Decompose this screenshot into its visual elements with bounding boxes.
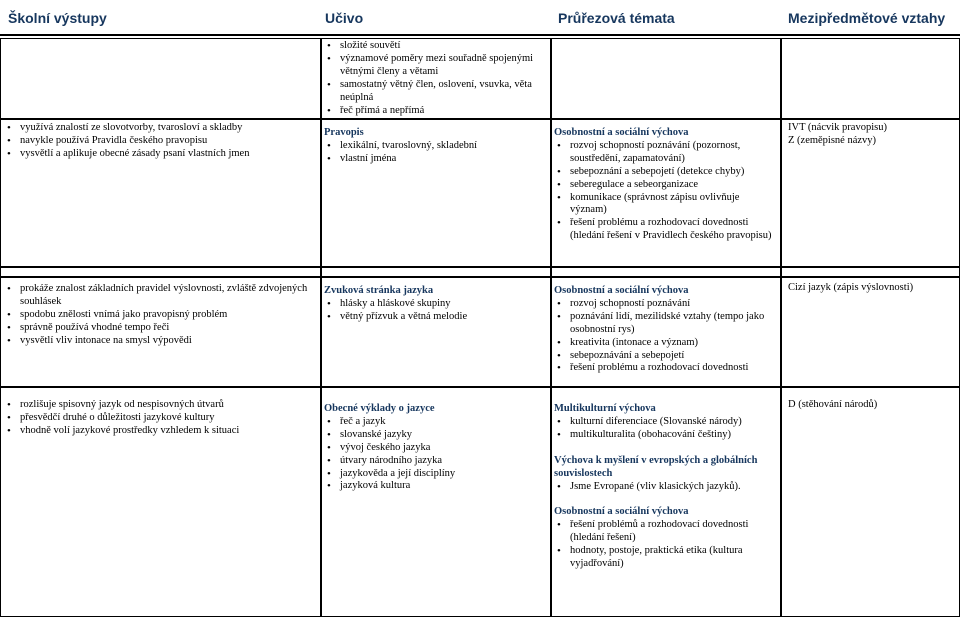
row3-outputs-cell [0,386,322,617]
header-themes: Průřezová témata [558,10,675,26]
list-item: • rozlišuje spisovný jazyk od nespisovných útvarů [4,399,318,412]
table-header [0,0,960,38]
top-subject-list [324,40,548,117]
list-item: • útvary národního jazyka [324,455,548,468]
header-outputs: Školní výstupy [8,10,107,26]
row2-subject-cell [320,276,552,388]
list-item: • využívá znalostí ze slovotvorby, tvarosloví a skladby [4,122,318,135]
list-item: • vlastní jména [324,153,548,166]
list-item: • seberegulace a sebeorganizace [554,179,778,192]
row1-subject-cell [320,118,552,268]
row3-themes-cell [550,386,782,617]
list-item: • významové poměry mezi souřadně spojenými větnými členy a větami [324,53,548,79]
list-item: • řešení problémů a rozhodovací dovednosti (hledání řešení) [554,519,778,545]
row1-themes-cell [550,118,782,268]
list-item: • multikulturalita (obohacování češtiny) [554,429,778,442]
list-item: • samostatný větný člen, oslovení, vsuvka, věta neúplná [324,79,548,105]
list-item: • kreativita (intonace a význam) [554,337,778,350]
list-item: • Jsme Evropané (vliv klasických jazyků). [554,481,778,494]
list-item: • vhodně volí jazykové prostředky vzhledem k situaci [4,425,318,438]
list-item: • rozvoj schopností poznávání [554,298,778,311]
list-item: • řeč přímá a nepřímá [324,105,548,118]
header-divider [0,34,960,36]
list-item: • jazykověda a její disciplíny [324,468,548,481]
row2-outputs-cell [0,276,322,388]
themes-title: Osobnostní a sociální výchova [554,127,689,138]
subject-title: Zvuková stránka jazyka [324,285,434,296]
list-item: • navykle používá Pravidla českého pravopisu [4,135,318,148]
row1-outputs-cell [0,118,322,268]
list-item: • lexikální, tvaroslovný, skladební [324,140,548,153]
relation-item: IVT (nácvik pravopisu) [788,122,887,133]
themes-title-personal: Osobnostní a sociální výchova [554,506,689,518]
top-outputs-cell [0,38,322,120]
list-item: • spodobu znělosti vnímá jako pravopisný problém [4,309,318,322]
list-item: • řeč a jazyk [324,416,548,429]
list-item: • komunikace (správnost zápisu ovlivňuje význam) [554,192,778,218]
top-subject-cell [320,38,552,120]
themes-title-european: Výchova k myšlení v evropských a globálních souvislostech [554,454,758,479]
top-themes-cell [550,38,782,120]
list-item: • hlásky a hláskové skupiny [324,298,548,311]
list-item: • řešení problému a rozhodovací dovednosti (hledání řešení v Pravidlech českého pravopisu) [554,217,778,243]
list-item: • prokáže znalost základních pravidel výslovnosti, zvláště zdvojených souhlásek [4,283,318,309]
list-item: • hodnoty, postoje, praktická etika (kultura vyjadřování) [554,545,778,571]
list-item: • přesvědčí druhé o důležitosti jazykové kultury [4,412,318,425]
list-item: • sebepoznávání a sebepojetí [554,350,778,363]
relation-item: Z (zeměpisné názvy) [788,134,877,146]
list-item: • poznávání lidí, mezilidské vztahy (tempo jako osobnostní rys) [554,311,778,337]
list-item: • sebepoznání a sebepojetí (detekce chyby) [554,166,778,179]
list-item: • správně používá vhodné tempo řeči [4,322,318,335]
row2-relations-cell [780,276,960,388]
relation-item: Cizí jazyk (zápis výslovnosti) [788,282,914,293]
list-item: • slovanské jazyky [324,429,548,442]
subject-title: Obecné výklady o jazyce [324,403,435,414]
list-item: • vysvětlí vliv intonace na smysl výpovědi [4,335,318,348]
relation-item: D (stěhování národů) [788,399,878,410]
row1-relations-cell [780,118,960,268]
top-relations-cell [780,38,960,120]
list-item: • řešení problému a rozhodovací dovednosti [554,362,778,375]
row3-relations-cell [780,386,960,617]
list-item: • vývoj českého jazyka [324,442,548,455]
row3-subject-cell [320,386,552,617]
list-item: • složité souvětí [324,40,548,53]
header-subject: Učivo [325,10,364,26]
row2-themes-cell [550,276,782,388]
list-item: • větný přízvuk a větná melodie [324,311,548,324]
list-item: • vysvětlí a aplikuje obecné zásady psaní vlastních jmen [4,148,318,161]
list-item: • jazyková kultura [324,480,548,493]
themes-title-multicultural: Multikulturní výchova [554,403,656,414]
header-relations: Mezipředmětové vztahy [788,10,946,26]
list-item: • kulturní diferenciace (Slovanské národy) [554,416,778,429]
themes-title: Osobnostní a sociální výchova [554,285,689,296]
list-item: • rozvoj schopností poznávání (pozornost, soustředění, zapamatování) [554,140,778,166]
subject-title: Pravopis [324,127,364,138]
